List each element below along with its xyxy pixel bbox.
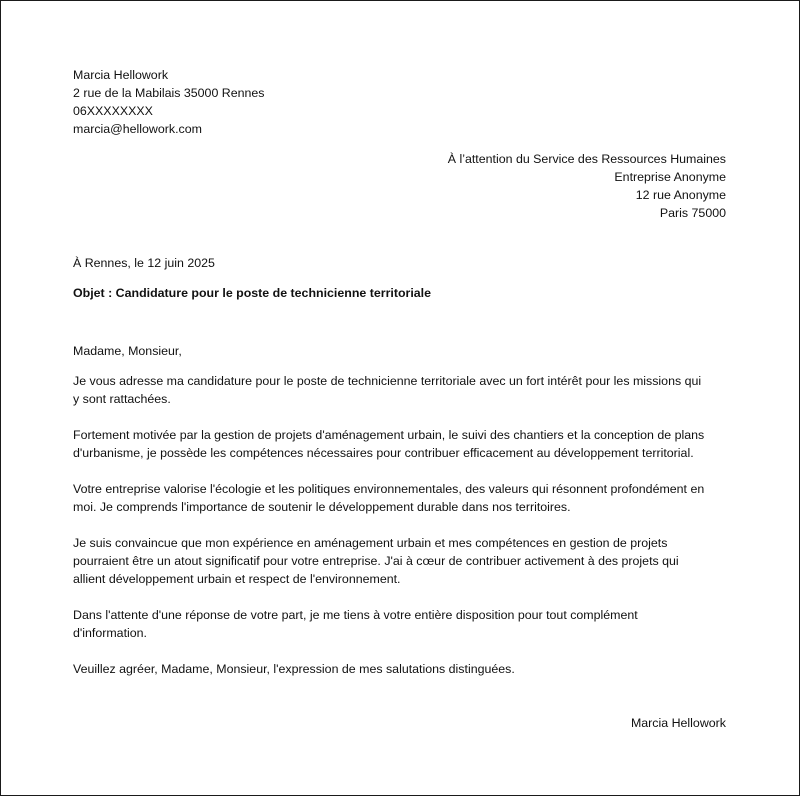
paragraph-line: moi. Je comprends l'importance de soutenir le développement durable dans nos territoires.: [73, 500, 571, 514]
paragraph-line: Je vous adresse ma candidature pour le poste de technicienne territoriale avec un fort intérêt pour les missions qui: [73, 374, 702, 388]
letter-subject: Objet : Candidature pour le poste de technicienne territoriale: [73, 286, 432, 300]
paragraph-closing: [73, 660, 733, 678]
recipient-company: Entreprise Anonyme: [614, 170, 726, 184]
sender-phone: 06XXXXXXXX: [73, 104, 153, 118]
recipient-block: [306, 150, 726, 222]
letter-date: À Rennes, le 12 juin 2025: [73, 256, 215, 270]
paragraph-line: Fortement motivée par la gestion de projets d'aménagement urbain, le suivi des chantiers et la conception de plans: [73, 428, 705, 442]
paragraph-line: Veuillez agréer, Madame, Monsieur, l'expression de mes salutations distinguées.: [73, 662, 515, 676]
sender-address: 2 rue de la Mabilais 35000 Rennes: [73, 86, 265, 100]
salutation: Madame, Monsieur,: [73, 344, 182, 358]
sender-email: marcia@hellowork.com: [73, 122, 202, 136]
paragraph-line: allient développement urbain et respect de l'environnement.: [73, 572, 401, 586]
recipient-city: Paris 75000: [659, 206, 726, 220]
paragraph-line: pourraient être un atout significatif pour votre entreprise. J'ai à cœur de contribuer activement à des projets qui: [73, 554, 679, 568]
paragraph-values: [73, 480, 733, 516]
paragraph-intro: [73, 372, 733, 408]
paragraph-line: d'urbanisme, je possède les compétences nécessaires pour contribuer efficacement au développement territorial.: [73, 446, 694, 460]
paragraph-motivation: [73, 426, 733, 462]
recipient-attention: À l’attention du Service des Ressources Humaines: [447, 152, 726, 166]
paragraph-line: y sont rattachées.: [73, 392, 171, 406]
paragraph-line: Votre entreprise valorise l'écologie et les politiques environnementales, des valeurs qui résonnent profondément en: [73, 482, 705, 496]
paragraph-availability: [73, 606, 733, 642]
sender-name: Marcia Hellowork: [73, 68, 169, 82]
paragraph-line: Dans l'attente d'une réponse de votre part, je me tiens à votre entière disposition pour tout complément: [73, 608, 638, 622]
paragraph-line: d'information.: [73, 626, 147, 640]
paragraph-line: Je suis convaincue que mon expérience en aménagement urbain et mes compétences en gestion de projets: [73, 536, 668, 550]
sender-block: [73, 66, 473, 138]
recipient-street: 12 rue Anonyme: [635, 188, 726, 202]
signature: Marcia Hellowork: [630, 716, 726, 730]
paragraph-experience: [73, 534, 733, 588]
